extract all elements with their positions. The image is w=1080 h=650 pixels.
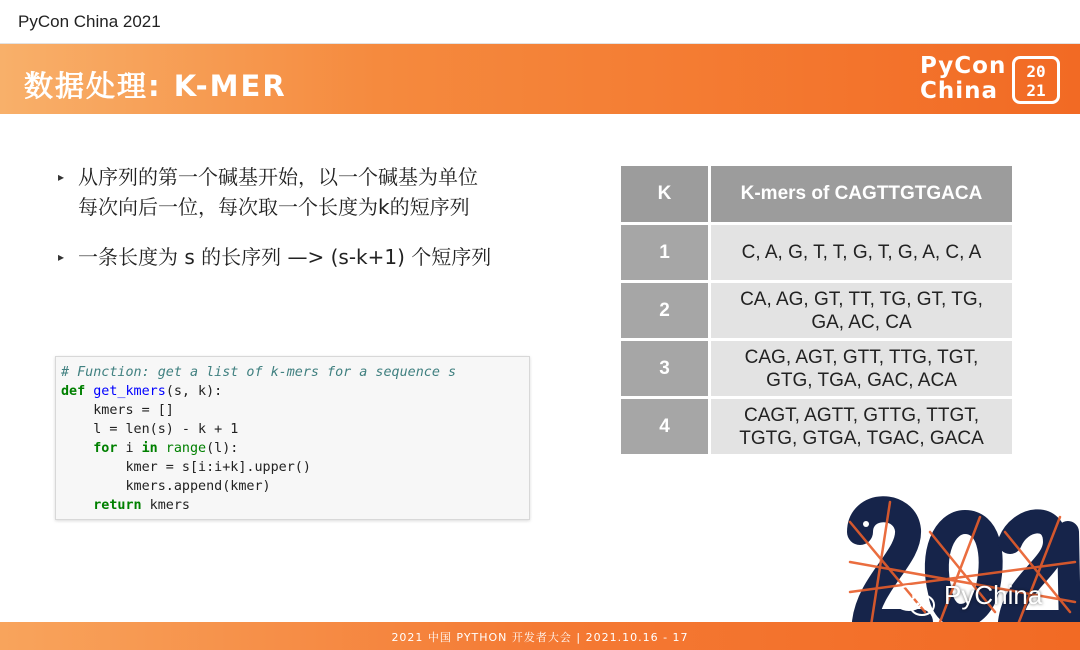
window-title-bar (0, 0, 1080, 44)
code-comment: # Function: get a list of k-mers for a sequence s (61, 365, 457, 380)
table-cell-k: 1 (621, 225, 711, 280)
code-line: kmers.append(kmer) (61, 479, 271, 494)
logo-text (920, 54, 1006, 104)
kmers-line: C, A, G, T, T, G, T, G, A, C, A (741, 242, 982, 263)
code-block (55, 356, 530, 520)
kmers-line: CAGT, AGTT, GTTG, TTGT, (743, 404, 980, 426)
table-cell-kmers (711, 225, 1012, 280)
code-args: (s, k): (165, 384, 223, 399)
code-text: kmers (141, 498, 190, 513)
code-line-return (61, 496, 529, 515)
bullet-triangle-icon: ▸ (58, 250, 65, 264)
bullet-text-line: 一条长度为 s 的长序列 —> (s-k+1) 个短序列 (78, 245, 492, 269)
bullet-triangle-icon: ▸ (58, 170, 65, 184)
table-cell-kmers (711, 283, 1012, 338)
slide-header (0, 44, 1080, 114)
window-title: PyCon China 2021 (18, 12, 161, 31)
footer-text: 2021 中国 PYTHON 开发者大会 | 2021.10.16 - 17 (391, 631, 689, 644)
watermark-text: PyChina (944, 580, 1043, 610)
bullet-text-line: 每次向后一位，每次取一个长度为k的短序列 (78, 195, 470, 219)
bullet-item (58, 162, 558, 222)
code-keyword: return (61, 498, 142, 513)
logo-box-line1: 20 (1026, 62, 1046, 81)
kmer-table (621, 163, 1012, 457)
logo-year-box (1012, 56, 1060, 104)
kmers-line: CAG, AGT, GTT, TTG, TGT, (744, 346, 979, 368)
kmers-line: CA, AG, GT, TT, TG, GT, TG, (740, 288, 983, 310)
code-builtin: range (157, 441, 207, 456)
kmers-line: TGTG, GTGA, TGAC, GACA (739, 427, 984, 449)
table-header-row (621, 166, 1012, 222)
table-row (621, 283, 1012, 338)
table-cell-k: 3 (621, 341, 711, 396)
table-row (621, 341, 1012, 396)
kmers-line: GTG, TGA, GAC, ACA (766, 369, 957, 391)
table-header-k: K (621, 166, 711, 222)
code-text: i (117, 441, 142, 456)
wechat-icon (892, 584, 938, 618)
code-keyword: in (141, 441, 158, 456)
pycon-china-logo (920, 52, 1065, 108)
code-line: kmer = s[i:i+k].upper() (61, 460, 311, 475)
table-cell-kmers (711, 399, 1012, 454)
code-line: kmers = [] (61, 403, 174, 418)
code-function-name: get_kmers (93, 384, 166, 399)
bullet-item (58, 242, 558, 272)
code-keyword: for (61, 441, 118, 456)
code-keyword: def (61, 384, 86, 399)
table-cell-k: 2 (621, 283, 711, 338)
code-line-for (61, 439, 529, 458)
logo-text-line2: China (920, 78, 999, 104)
logo-box-line2: 21 (1026, 81, 1046, 100)
slide (0, 44, 1080, 650)
kmers-line: GA, AC, CA (811, 311, 912, 333)
table-row (621, 399, 1012, 454)
code-text: (l): (206, 441, 239, 456)
table-cell-kmers (711, 341, 1012, 396)
table-header-kmers: K-mers of CAGTTGTGACA (711, 166, 1012, 222)
bullet-list (58, 162, 558, 292)
slide-footer (0, 622, 1080, 650)
table-cell-k: 4 (621, 399, 711, 454)
bullet-text-line: 从序列的第一个碱基开始，以一个碱基为单位 (78, 165, 478, 189)
logo-text-line1: PyCon (920, 53, 1007, 79)
slide-title: 数据处理: K-MER (24, 69, 287, 103)
table-row (621, 225, 1012, 280)
code-line-def (61, 382, 529, 401)
code-line: l = len(s) - k + 1 (61, 422, 239, 437)
